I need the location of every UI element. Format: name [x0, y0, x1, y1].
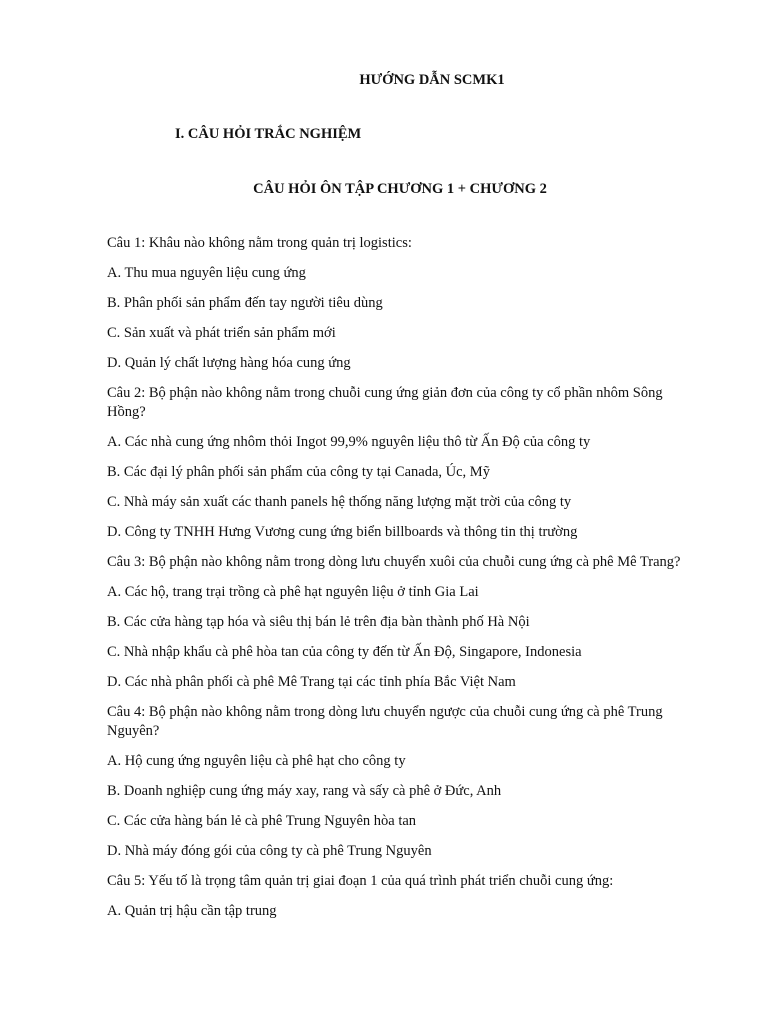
document-title: HƯỚNG DẪN SCMK1 [359, 72, 505, 88]
section-heading: I. CÂU HỎI TRẮC NGHIỆM [175, 126, 362, 142]
answer-option-c: C. Các cửa hàng bán lẻ cà phê Trung Nguyên hòa tan [107, 813, 417, 829]
answer-option-c: C. Nhà nhập khẩu cà phê hòa tan của công ty đến từ Ấn Độ, Singapore, Indonesia [107, 644, 582, 660]
question-1 [107, 234, 692, 373]
question-3 [107, 553, 692, 692]
question-text: Câu 5: Yếu tố là trọng tâm quản trị giai đoạn 1 của quá trình phát triển chuỗi cung ứng: [107, 873, 614, 889]
answer-option-a: A. Các nhà cung ứng nhôm thỏi Ingot 99,9% nguyên liệu thô từ Ấn Độ của công ty [107, 434, 591, 450]
question-text: Câu 1: Khâu nào không nằm trong quản trị logistics: [107, 235, 412, 251]
answer-option-d: D. Công ty TNHH Hưng Vương cung ứng biển billboards và thông tin thị trường [107, 524, 578, 540]
answer-option-b: B. Các cửa hàng tạp hóa và siêu thị bán lẻ trên địa bàn thành phố Hà Nội [107, 614, 530, 630]
question-text: Câu 4: Bộ phận nào không nằm trong dòng lưu chuyển ngược của chuỗi cung ứng cà phê Trung Nguyên? [107, 704, 663, 739]
answer-option-c: C. Sản xuất và phát triển sản phẩm mới [107, 325, 336, 341]
answer-option-d: D. Quản lý chất lượng hàng hóa cung ứng [107, 355, 351, 371]
question-list [107, 234, 692, 932]
answer-option-a: A. Thu mua nguyên liệu cung ứng [107, 265, 306, 281]
answer-option-b: B. Doanh nghiệp cung ứng máy xay, rang và sấy cà phê ở Đức, Anh [107, 783, 502, 799]
subsection-heading: CÂU HỎI ÔN TẬP CHƯƠNG 1 + CHƯƠNG 2 [253, 181, 547, 197]
question-text: Câu 3: Bộ phận nào không nằm trong dòng lưu chuyển xuôi của chuỗi cung ứng cà phê Mê Trang? [107, 554, 681, 570]
answer-option-c: C. Nhà máy sản xuất các thanh panels hệ thống năng lượng mặt trời của công ty [107, 494, 572, 510]
answer-option-a: A. Quản trị hậu cần tập trung [107, 903, 277, 919]
question-text: Câu 2: Bộ phận nào không nằm trong chuỗi cung ứng giản đơn của công ty cổ phần nhôm Sông Hồng? [107, 385, 663, 420]
question-5 [107, 872, 692, 921]
answer-option-d: D. Các nhà phân phối cà phê Mê Trang tại các tỉnh phía Bắc Việt Nam [107, 674, 516, 690]
answer-option-a: A. Hộ cung ứng nguyên liệu cà phê hạt cho công ty [107, 753, 406, 769]
answer-option-b: B. Phân phối sản phẩm đến tay người tiêu dùng [107, 295, 383, 311]
answer-option-a: A. Các hộ, trang trại trồng cà phê hạt nguyên liệu ở tỉnh Gia Lai [107, 584, 479, 600]
question-2 [107, 384, 692, 542]
answer-option-d: D. Nhà máy đóng gói của công ty cà phê Trung Nguyên [107, 843, 432, 859]
question-4 [107, 703, 692, 861]
answer-option-b: B. Các đại lý phân phối sản phẩm của công ty tại Canada, Úc, Mỹ [107, 464, 490, 480]
